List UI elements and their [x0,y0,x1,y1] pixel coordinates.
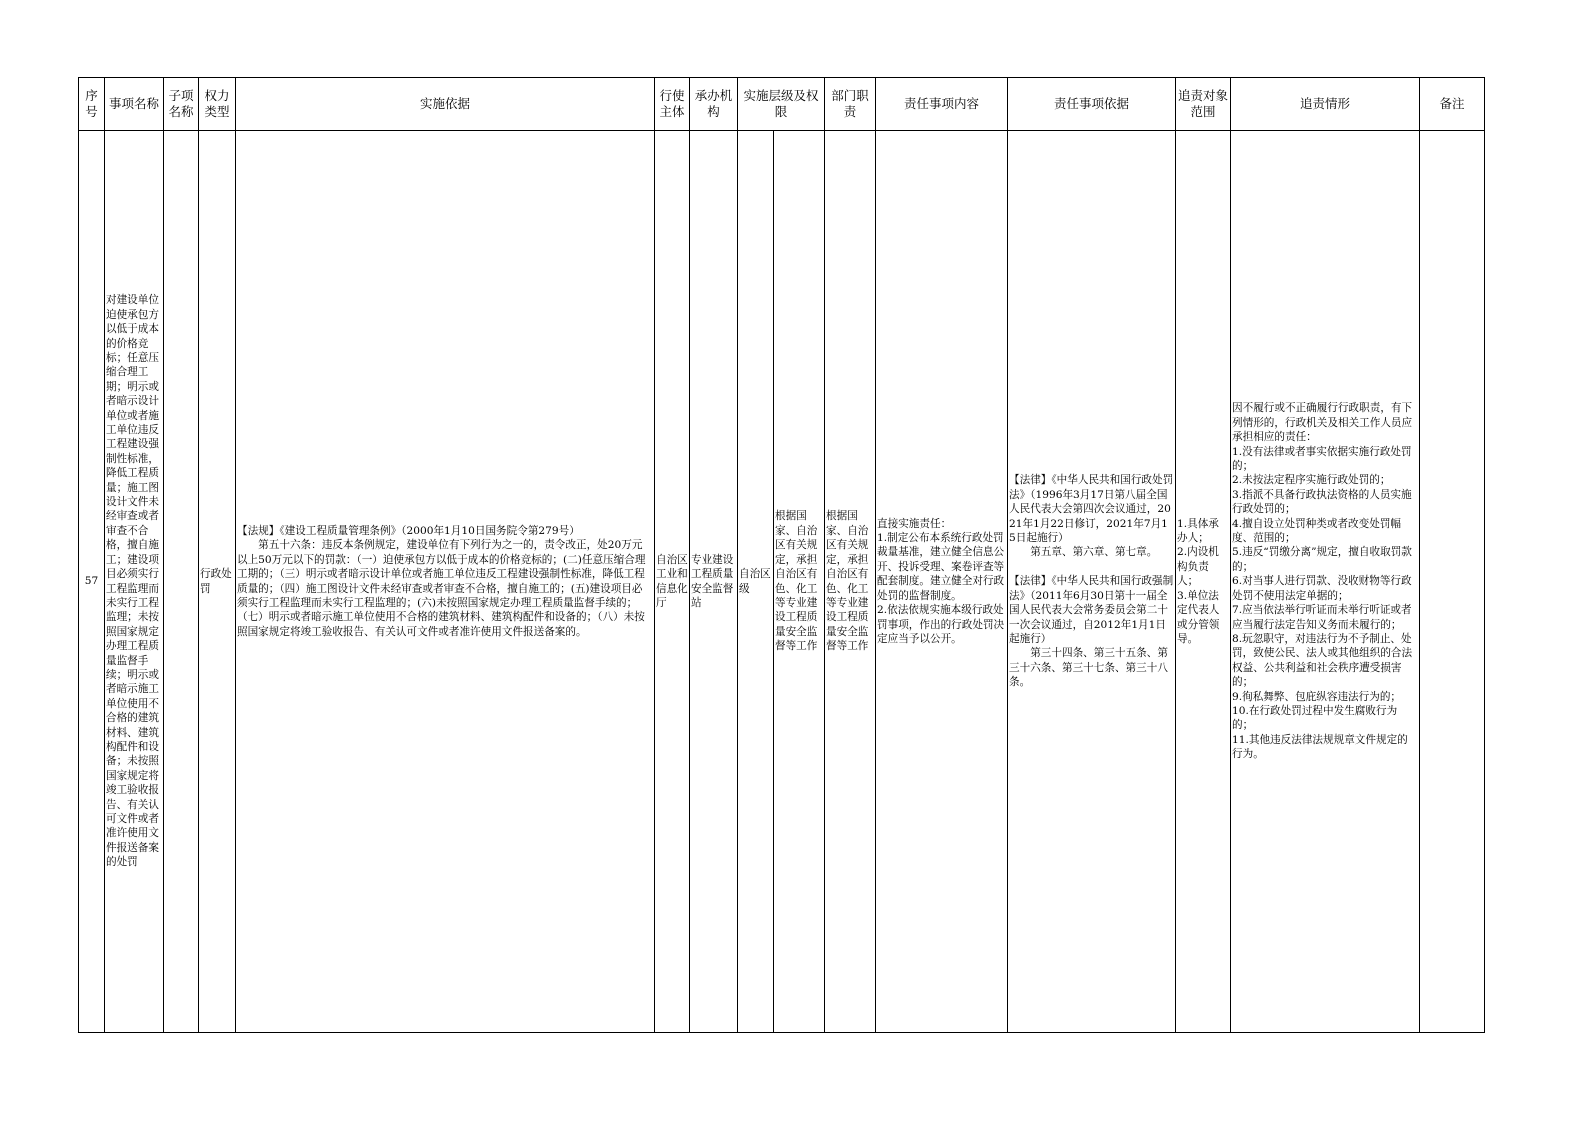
cell-account-case: 因不履行或不正确履行行政职责，有下列情形的，行政机关及相关工作人员应承担相应的责任： 1.没有法律或者事实依据实施行政处罚的； 2.未按法定程序实施行政处罚的； 3.指派不具备行政执法资格的人员实施行政处罚的； 4.擅自设立处罚种类或者改变处罚幅度、范围的； 5.违反“罚缴分离”规定，擅自收取罚款的； 6.对当事人进行罚款、没收财物等行政处罚不使用法定单据的； 7.应当依法举行听证而未举行听证或者应当履行法定告知义务而未履行的； 8.玩忽职守，对违法行为不予制止、处罚，致使公民、法人或其他组织的合法权益、公共利益和社会秩序遭受损害的； 9.徇私舞弊、包庇纵容违法行为的； 10.在行政处罚过程中发生腐败行为的； 11.其他违反法律法规规章文件规定的行为。 [1231,131,1420,1033]
header-account-scope: 追责对象范围 [1176,78,1231,131]
cell-remark [1420,131,1485,1033]
cell-basis: 【法规】《建设工程质量管理条例》（2000年1月10日国务院令第279号） 第五十六条：违反本条例规定，建设单位有下列行为之一的，责令改正，处20万元以上50万元以下的罚款：（一）迫使承包方以低于成本的价格竞标的；(二)任意压缩合理工期的；（三）明示或者暗示设计单位或者施工单位违反工程建设强制性标准，降低工程质量的；（四）施工图设计文件未经审查或者审查不合格，擅自施工的；(五)建设项目必须实行工程监理而未实行工程监理的；(六)未按照国家规定办理工程质量监督手续的；（七）明示或者暗示施工单位使用不合格的建筑材料、建筑构配件和设备的；（八）未按照国家规定将竣工验收报告、有关认可文件或者准许使用文件报送备案的。 [236,131,655,1033]
header-remark: 备注 [1420,78,1485,131]
cell-power-type: 行政处罚 [199,131,236,1033]
cell-seq: 57 [79,131,105,1033]
cell-account-scope: 1.具体承办人； 2.内设机构负责人； 3.单位法定代表人或分管领导。 [1176,131,1231,1033]
cell-resp-content: 直接实施责任： 1.制定公布本系统行政处罚裁量基准，建立健全信息公开、投诉受理、案卷评查等配套制度。建立健全对行政处罚的监督制度。 2.依法依规实施本级行政处罚事项，作出的行政处罚决定应当予以公开。 [876,131,1008,1033]
header-resp-content: 责任事项内容 [876,78,1008,131]
cell-handler: 专业建设工程质量安全监督站 [690,131,738,1033]
header-basis: 实施依据 [236,78,655,131]
cell-sub-item [164,131,199,1033]
cell-level: 自治区级 [738,131,774,1033]
header-sub-item: 子项名称 [164,78,199,131]
header-power-type: 权力类型 [199,78,236,131]
header-resp-basis: 责任事项依据 [1008,78,1176,131]
header-row [79,78,1485,131]
header-account-case: 追责情形 [1231,78,1420,131]
table-row [79,131,1485,1033]
cell-item-name: 对建设单位迫使承包方以低于成本的价格竞标；任意压缩合理工期；明示或者暗示设计单位或者施工单位违反工程建设强制性标准，降低工程质量；施工图设计文件未经审查或者审查不合格，擅自施工；建设项目必须实行工程监理而未实行工程监理；未按照国家规定办理工程质量监督手续；明示或者暗示施工单位使用不合格的建筑材料、建筑构配件和设备；未按照国家规定将竣工验收报告、有关认可文件或者准许使用文件报送备案的处罚 [105,131,164,1033]
header-handler: 承办机构 [690,78,738,131]
header-seq: 序号 [79,78,105,131]
cell-resp-basis: 【法律】《中华人民共和国行政处罚法》（1996年3月17日第八届全国人民代表大会第四次会议通过，2021年1月22日修订，2021年7月15日起施行） 第五章、第六章、第七章。 【法律】《中华人民共和国行政强制法》（2011年6月30日第十一届全国人民代表大会常务委员会第二十一次会议通过，自2012年1月1日起施行） 第三十四条、第三十五条、第三十六条、第三十七条、第三十八条。 [1008,131,1176,1033]
cell-duty: 根据国家、自治区有关规定，承担自治区有色、化工等专业建设工程质量安全监督等工作 [825,131,876,1033]
cell-subject: 自治区工业和信息化厅 [655,131,690,1033]
cell-level-scope: 根据国家、自治区有关规定，承担自治区有色、化工等专业建设工程质量安全监督等工作 [774,131,825,1033]
header-level: 实施层级及权限 [738,78,825,131]
header-item-name: 事项名称 [105,78,164,131]
header-subject: 行使主体 [655,78,690,131]
responsibility-table [78,77,1485,1033]
header-duty: 部门职责 [825,78,876,131]
